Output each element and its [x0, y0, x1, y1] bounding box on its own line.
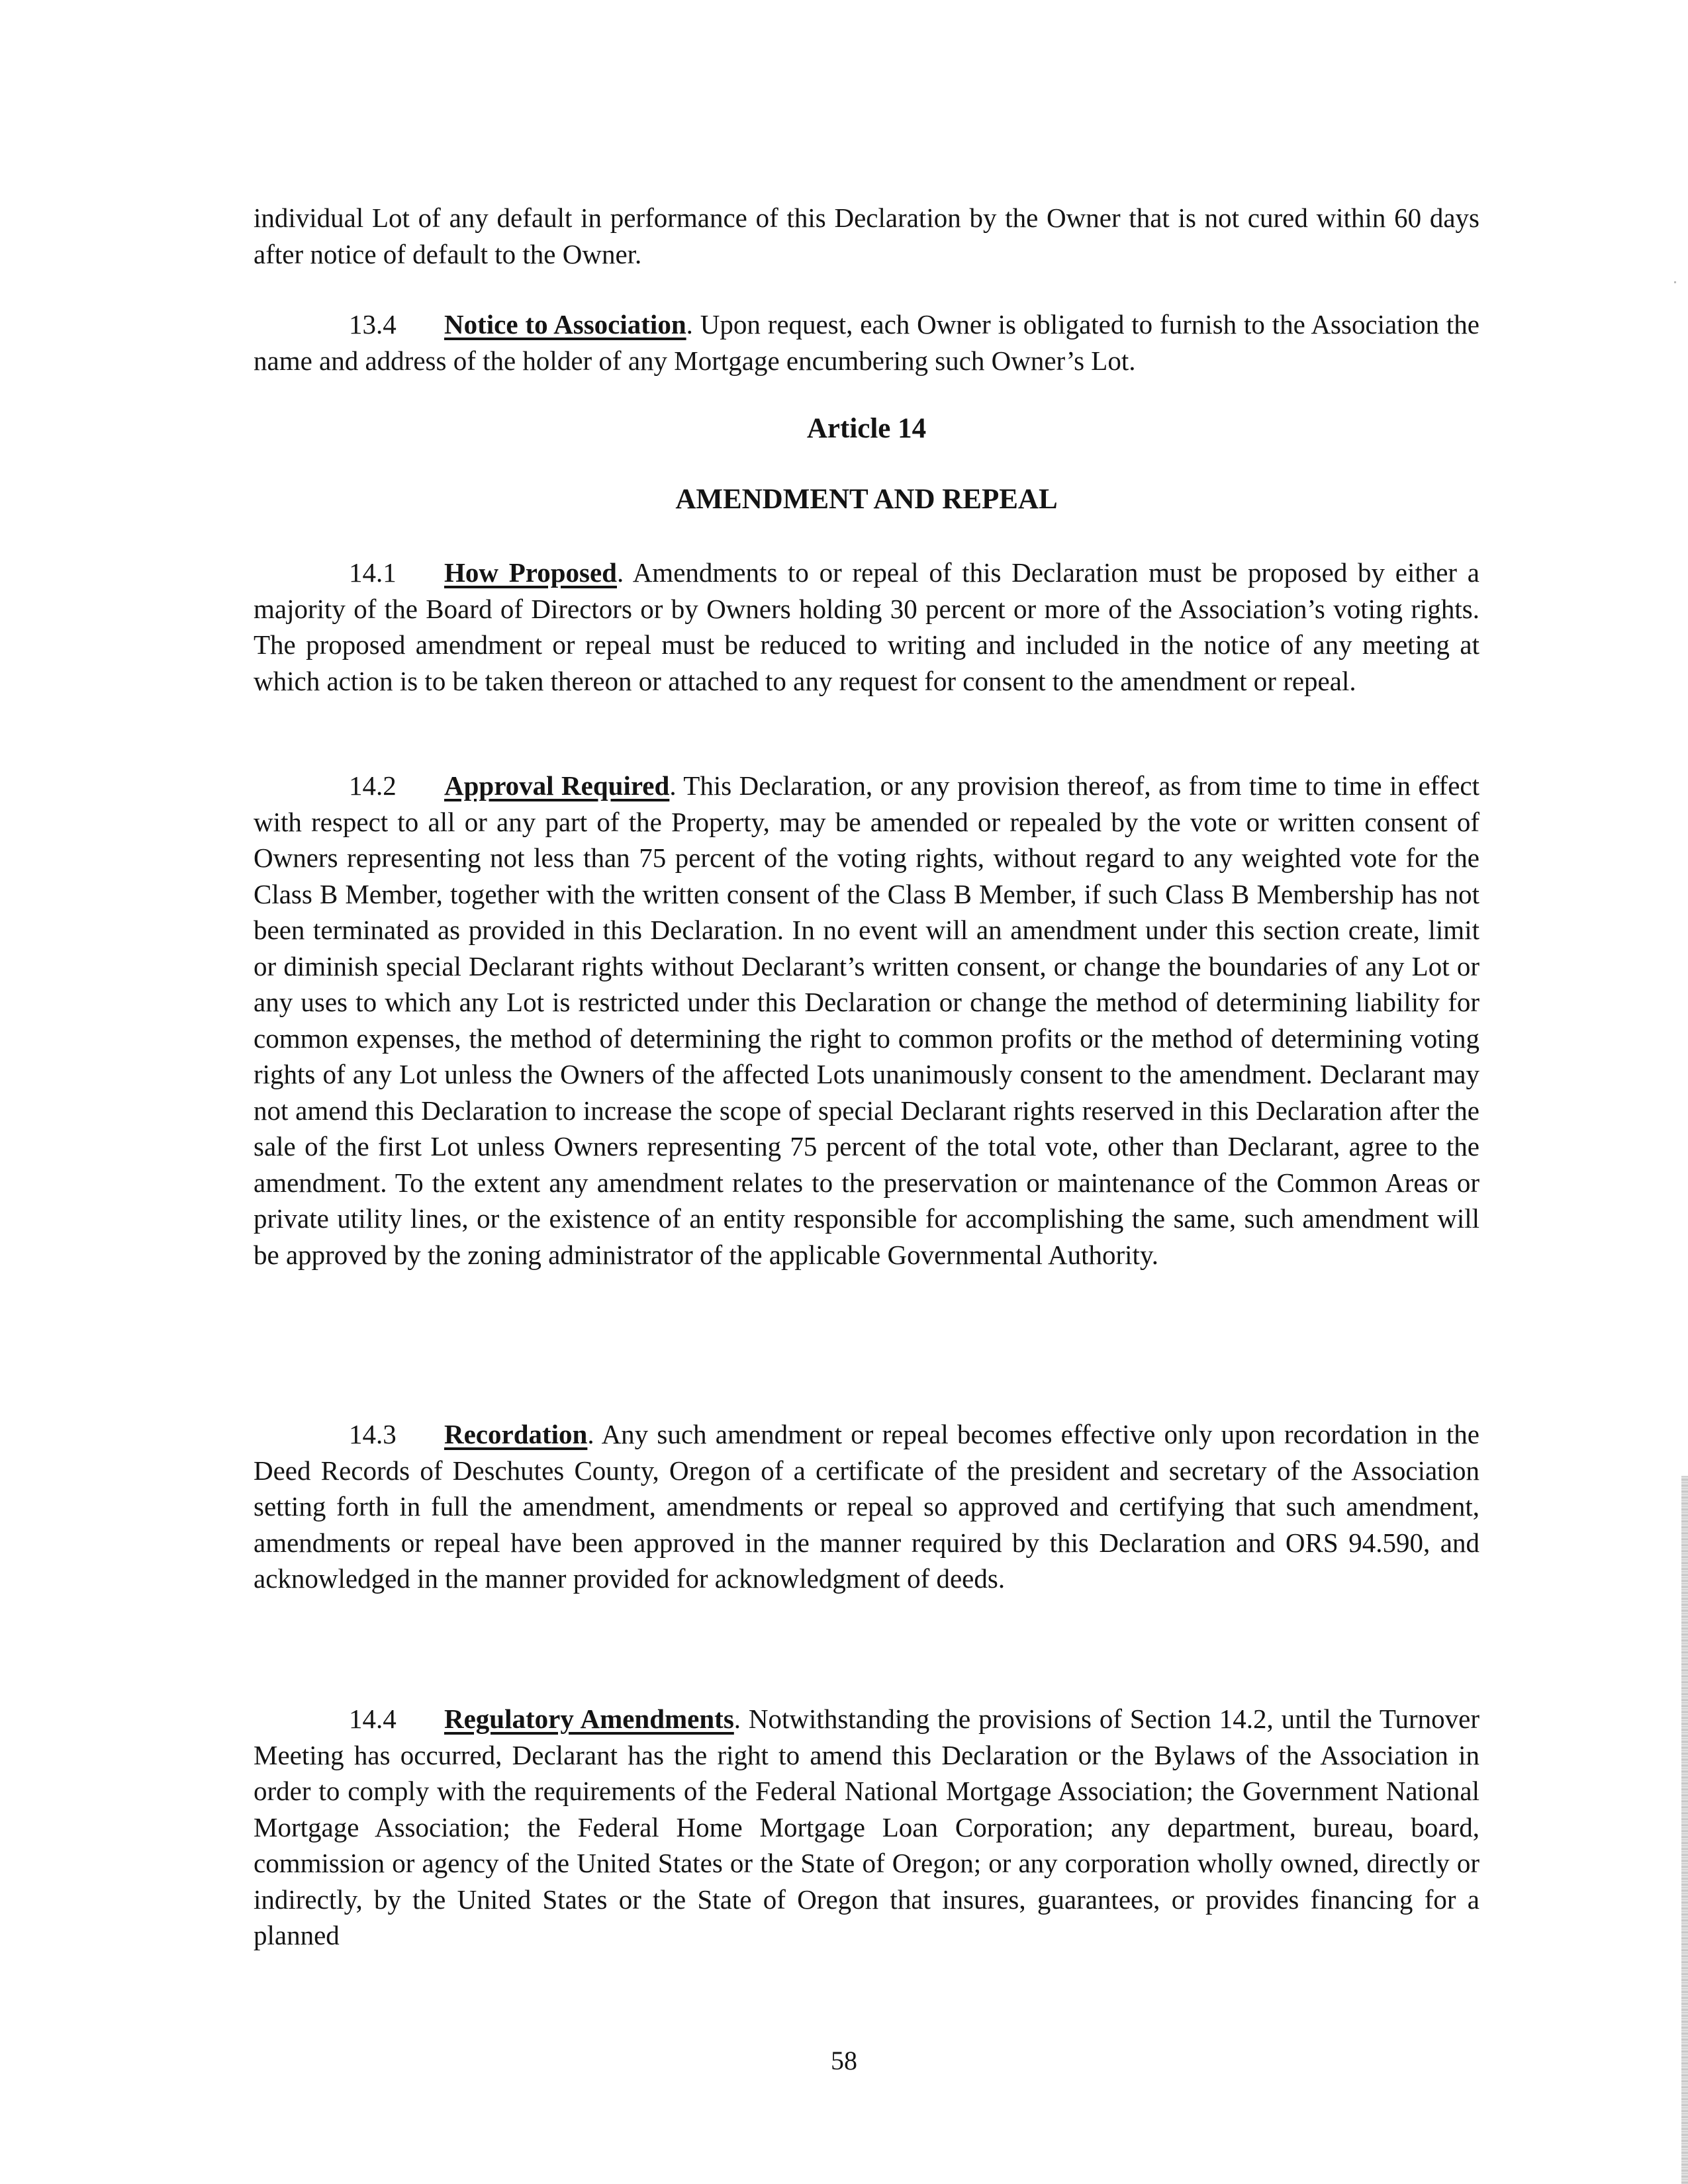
section-text: . Upon request, each Owner is obligated to furnish to the Association the name and address of the holder of any Mortgage encumbering such Owner’s Lot.: [254, 309, 1479, 376]
section-14-3-paragraph: [254, 1416, 1479, 1597]
section-title: Regulatory Amendments: [444, 1704, 734, 1734]
article-title: Article 14: [806, 413, 927, 444]
page-number: 58: [831, 2046, 857, 2075]
section-text: . This Declaration, or any provision thereof, as from time to time in effect with respect to all or any part of the Property, may be amended or repealed by the vote or written consent of Owners representing not less than 75 percent of the voting rights, without regard to any weighted vote for the Class B Member, together with the written consent of the Class B Member, if such Class B Membership has not been terminated as provided in this Declaration. In no event will an amendment under this section create, limit or diminish special Declarant rights without Declarant’s written consent, or change the boundaries of any Lot or any uses to which any Lot is restricted under this Declaration or change the method of determining liability for common expenses, the method of determining the right to common profits or the method of determining voting rights of any Lot unless the Owners of the affected Lots unanimously consent to the amendment. Declarant may not amend this Declaration to increase the scope of special Declarant rights reserved in this Declaration after the sale of the first Lot unless Owners representing 75 percent of the total vote, other than Declarant, agree to the amendment. To the extent any amendment relates to the preservation or maintenance of the Common Areas or private utility lines, or the existence of an entity responsible for accomplishing the same, such amendment will be approved by the zoning administrator of the applicable Governmental Authority.: [254, 770, 1479, 1270]
section-title: Recordation: [444, 1419, 588, 1449]
section-title: Approval Required: [444, 770, 670, 801]
section-14-1-paragraph: [254, 555, 1479, 699]
section-text: . Notwithstanding the provisions of Section 14.2, until the Turnover Meeting has occurred, Declarant has the right to amend this Declaration or the Bylaws of the Association in order to comply with the requirements of the Federal National Mortgage Association; the Government National Mortgage Association; the Federal Home Mortgage Loan Corporation; any department, bureau, board, commission or agency of the United States or the State of Oregon; or any corporation wholly owned, directly or indirectly, by the United States or the State of Oregon that insures, guarantees, or provides financing for a planned: [254, 1704, 1479, 1950]
section-14-2-paragraph: [254, 768, 1479, 1273]
scan-speck: [1674, 281, 1676, 283]
section-number: 14.1: [349, 557, 397, 588]
section-13-4-paragraph: [254, 306, 1479, 379]
section-number: 14.4: [349, 1704, 397, 1734]
section-title: How Proposed: [444, 557, 617, 588]
section-text: . Amendments to or repeal of this Declaration must be proposed by either a majority of the Board of Directors or by Owners holding 30 percent or more of the Association’s voting rights. The proposed amendment or repeal must be reduced to writing and included in the notice of any meeting at which action is to be taken thereon or attached to any request for consent to the amendment or repeal.: [254, 557, 1479, 696]
continuation-paragraph: [254, 200, 1479, 272]
section-number: 14.3: [349, 1419, 397, 1449]
section-title: Notice to Association: [444, 309, 686, 340]
section-number: 13.4: [349, 309, 397, 340]
article-subtitle: AMENDMENT AND REPEAL: [675, 484, 1058, 515]
section-number: 14.2: [349, 770, 397, 801]
continuation-text: individual Lot of any default in performance of this Declaration by the Owner that is not cured within 60 days after notice of default to the Owner.: [254, 203, 1479, 269]
scan-edge-artifact: [1681, 1476, 1688, 2184]
section-text: . Any such amendment or repeal becomes effective only upon recordation in the Deed Records of Deschutes County, Oregon of a certificate of the president and secretary of the Association setting forth in full the amendment, amendments or repeal so approved and certifying that such amendment, amendments or repeal have been approved in the manner required by this Declaration and ORS 94.590, and acknowledged in the manner provided for acknowledgment of deeds.: [254, 1419, 1479, 1594]
section-14-4-paragraph: [254, 1701, 1479, 1954]
